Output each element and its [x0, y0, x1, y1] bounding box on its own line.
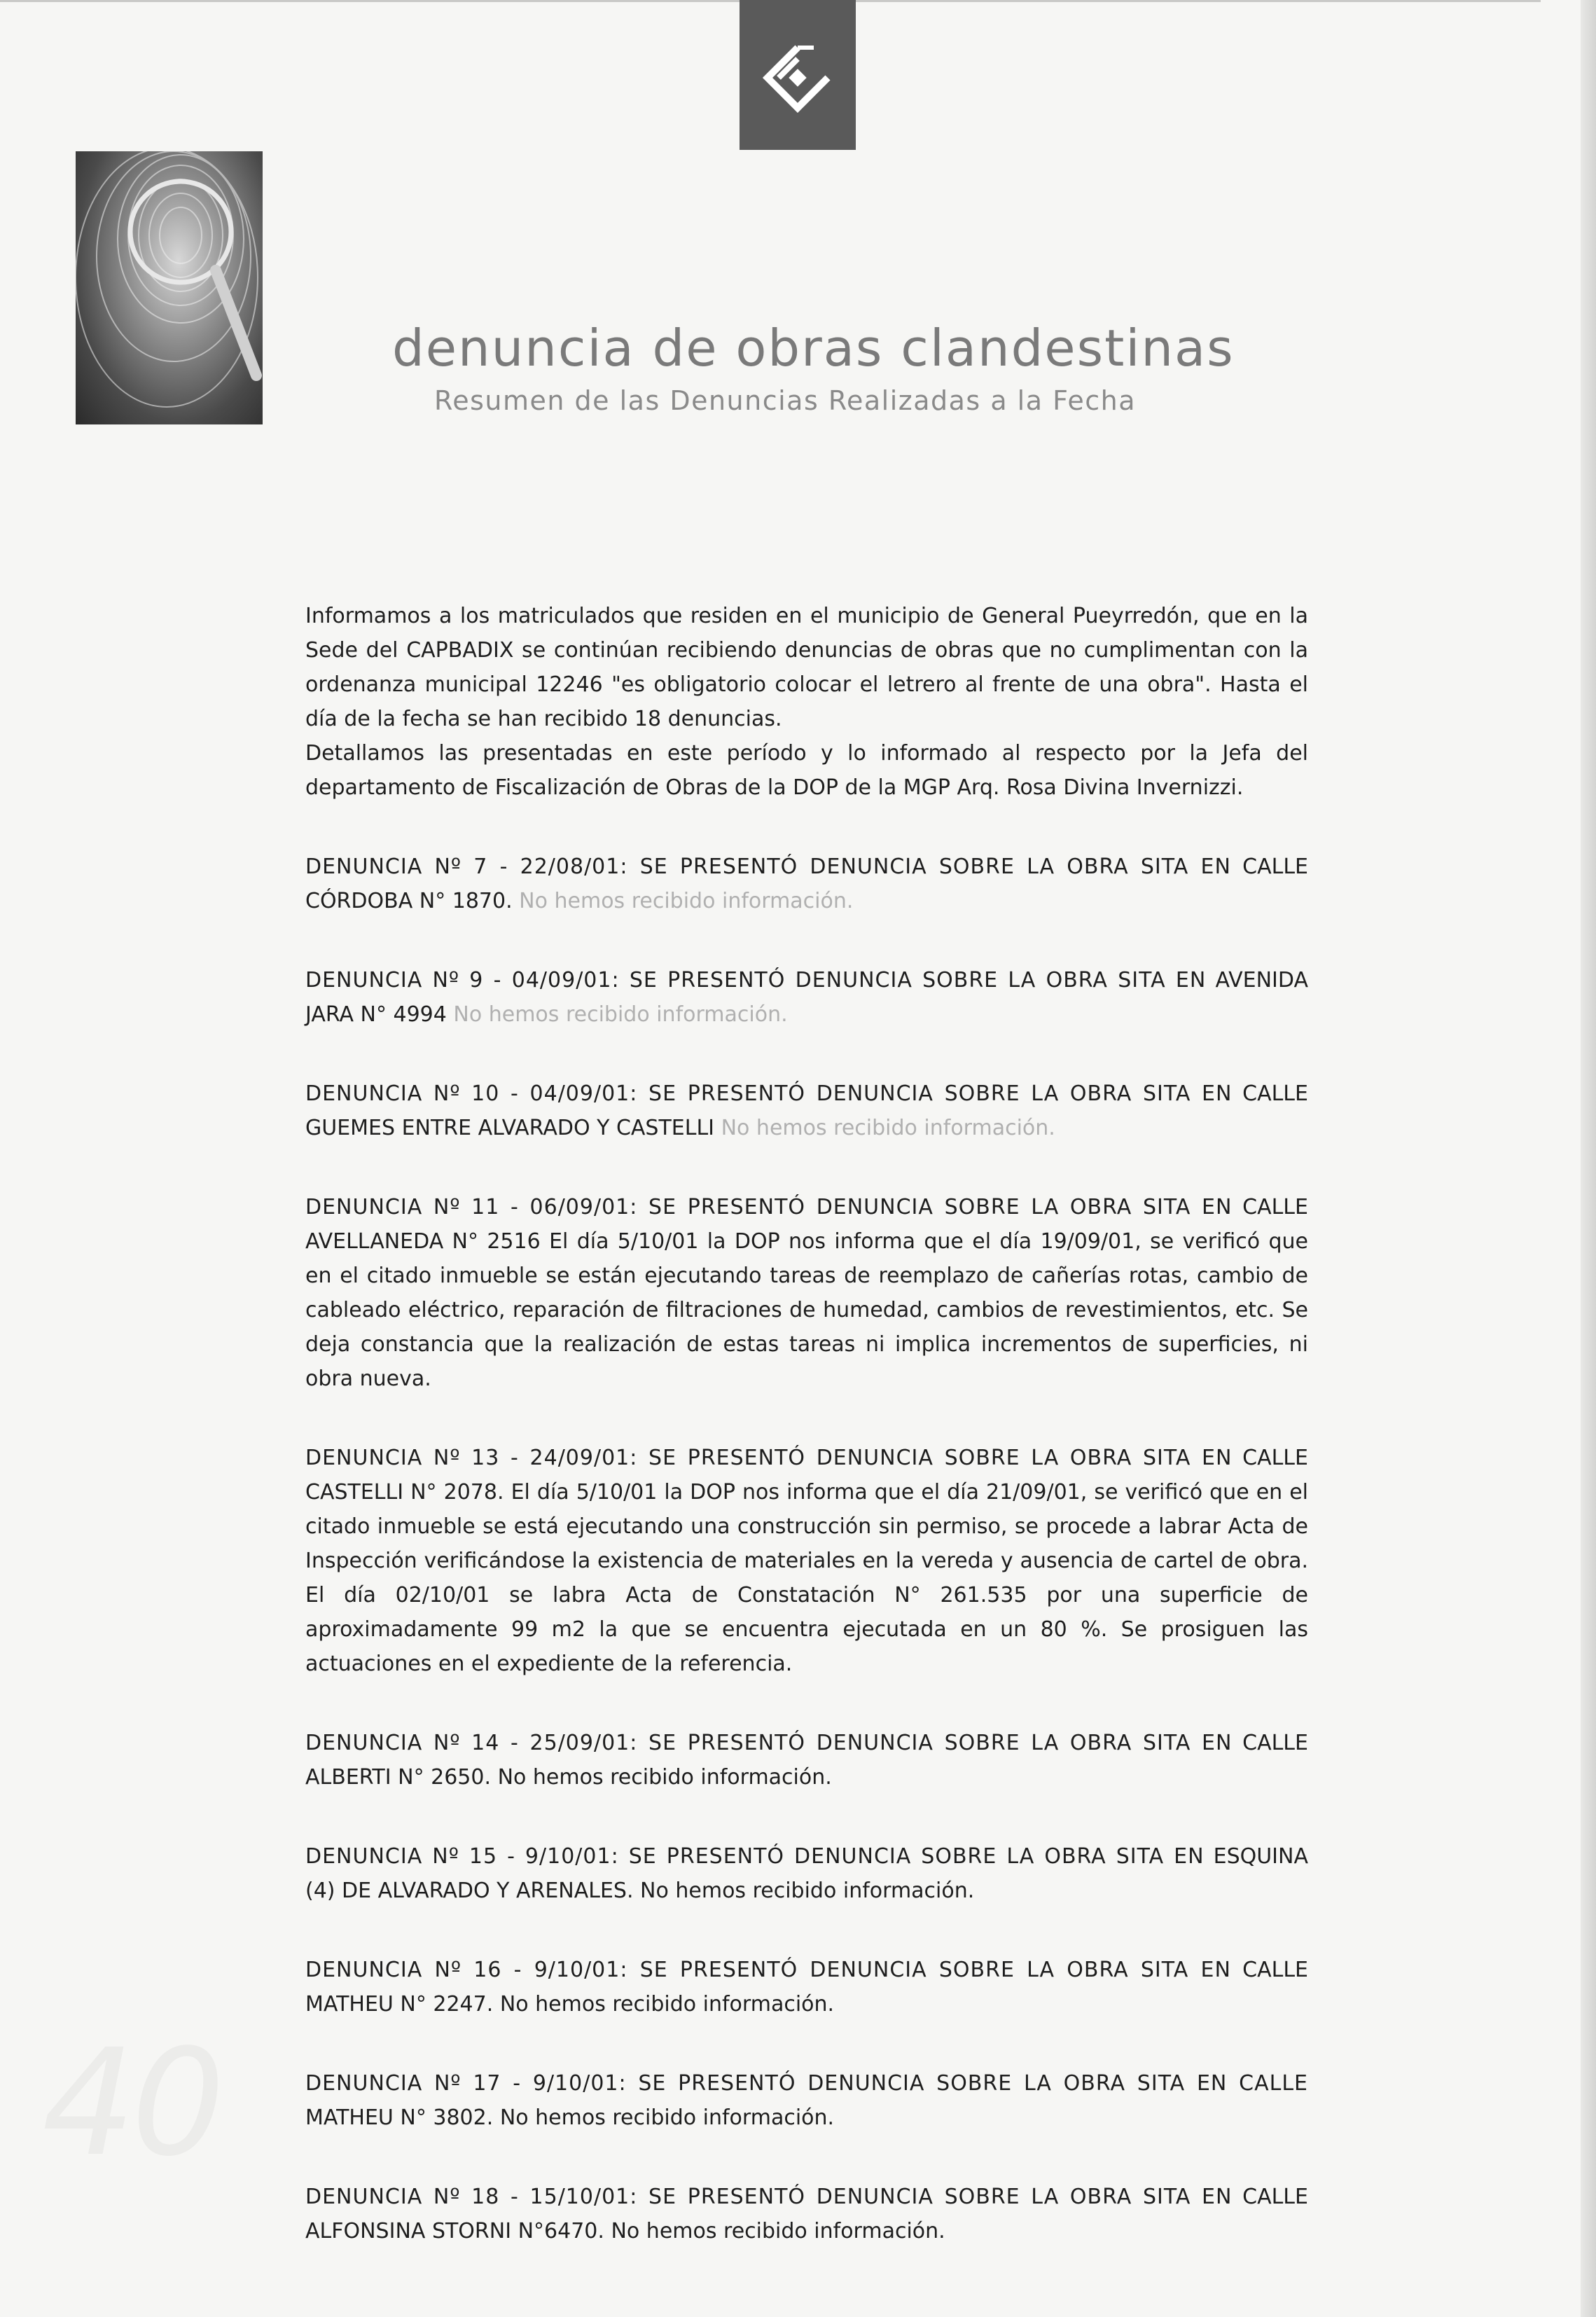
complaint-entry — [305, 1726, 1308, 1794]
fingerprint-magnifier-icon — [76, 151, 263, 424]
complaint-location: CALLE ALFONSINA STORNI N°6470. — [305, 2185, 1308, 2243]
intro-paragraph: Informamos a los matriculados que residen en el municipio de General Pueyrredón, que en la Sede del CAPBADIX se continúan recibiendo denuncias de obras que no cumplimentan con la ordenanza municipal 12246 "es obligatorio colocar el letrero al frente de una obra". Hasta el día de la fecha se han recibido 18 denuncias. — [305, 604, 1308, 731]
complaint-entry — [305, 1077, 1308, 1145]
page-subtitle: Resumen de las Denuncias Realizadas a la Fecha — [434, 385, 1137, 416]
complaint-report: El día 5/10/01 la DOP nos informa que el día 21/09/01, se verificó que en el citado inmueble se está ejecutando una construcción sin permiso, se procede a labrar Acta de Inspección verificándose la existencia de materiales en la vereda y ausencia de cartel de obra. El día 02/10/01 se labra Acta de Constatación N° 261.535 por una superficie de aproximadamente 99 m2 la que se encuentra ejecutada en un 80 %. Se prosiguen las actuaciones en el expediente de la referencia. — [305, 1480, 1309, 1676]
complaint-status: No hemos recibido información. — [640, 1879, 975, 1903]
complaint-heading: DENUNCIA Nº 11 - 06/09/01: SE PRESENTÓ DENUNCIA SOBRE LA OBRA SITA EN — [305, 1195, 1233, 1219]
complaint-entry — [305, 850, 1308, 918]
complaint-heading: DENUNCIA Nº 7 - 22/08/01: SE PRESENTÓ DENUNCIA SOBRE LA OBRA SITA EN — [305, 855, 1231, 879]
complaint-entry — [305, 1190, 1308, 1396]
complaint-location: AVENIDA JARA N° 4994 — [305, 968, 1308, 1027]
complaint-status: No hemos recibido información. — [611, 2219, 945, 2243]
article-body — [305, 599, 1308, 2248]
intro-section — [305, 599, 1308, 805]
logo-badge — [740, 0, 856, 150]
complaint-location: CALLE GUEMES ENTRE ALVARADO Y CASTELLI — [305, 1081, 1308, 1140]
complaint-heading: DENUNCIA Nº 16 - 9/10/01: SE PRESENTÓ DENUNCIA SOBRE LA OBRA SITA EN — [305, 1958, 1231, 1982]
complaint-heading: DENUNCIA Nº 18 - 15/10/01: SE PRESENTÓ DENUNCIA SOBRE LA OBRA SITA EN — [305, 2185, 1233, 2209]
complaint-status: No hemos recibido información. — [453, 1002, 788, 1027]
page-edge-shadow — [1581, 0, 1596, 2317]
complaint-location: CALLE MATHEU N° 2247. — [305, 1958, 1308, 2017]
complaint-heading: DENUNCIA Nº 14 - 25/09/01: SE PRESENTÓ DENUNCIA SOBRE LA OBRA SITA EN — [305, 1731, 1233, 1755]
complaint-heading: DENUNCIA Nº 10 - 04/09/01: SE PRESENTÓ DENUNCIA SOBRE LA OBRA SITA EN — [305, 1081, 1233, 1106]
page-number: 40 — [42, 2017, 221, 2189]
complaint-heading: DENUNCIA Nº 17 - 9/10/01: SE PRESENTÓ DENUNCIA SOBRE LA OBRA SITA EN CALLE — [305, 2071, 1308, 2096]
complaint-location: ESQUINA (4) DE ALVARADO Y ARENALES. — [305, 1844, 1308, 1903]
fingerprint-photo — [76, 151, 263, 424]
page-title: denuncia de obras clandestinas — [392, 319, 1235, 378]
complaint-status: No hemos recibido información. — [497, 1765, 832, 1790]
complaint-location: CALLE CASTELLI N° 2078. — [305, 1446, 1308, 1505]
complaint-entry — [305, 2180, 1308, 2248]
complaint-entry — [305, 1953, 1308, 2021]
logo-mark-icon — [740, 0, 856, 150]
complaint-report: El día 5/10/01 la DOP nos informa que el día 19/09/01, se verificó que en el citado inmueble se están ejecutando tareas de reemplazo de cañerías rotas, cambio de cableado eléctrico, reparación de filtraciones de humedad, cambios de revestimientos, etc. Se deja constancia que la realización de estas tareas ni implica incrementos de superficies, ni obra nueva. — [305, 1229, 1309, 1391]
complaint-status: No hemos recibido información. — [721, 1116, 1055, 1140]
complaint-entry — [305, 1839, 1308, 1908]
complaint-status: No hemos recibido información. — [499, 1992, 835, 2017]
complaint-status: No hemos recibido información. — [499, 2105, 835, 2130]
intro-paragraph: Detallamos las presentadas en este período y lo informado al respecto por la Jefa del departamento de Fiscalización de Obras de la DOP de la MGP Arq. Rosa Divina Invernizzi. — [305, 741, 1308, 800]
complaint-status: No hemos recibido información. — [519, 889, 854, 913]
complaint-entry — [305, 1441, 1308, 1681]
complaint-location: MATHEU N° 3802. — [305, 2105, 494, 2130]
complaint-entry — [305, 963, 1308, 1032]
complaint-location: CALLE CÓRDOBA N° 1870. — [305, 855, 1308, 913]
complaint-heading: DENUNCIA Nº 13 - 24/09/01: SE PRESENTÓ DENUNCIA SOBRE LA OBRA SITA EN — [305, 1446, 1233, 1470]
complaint-heading: DENUNCIA Nº 15 - 9/10/01: SE PRESENTÓ DENUNCIA SOBRE LA OBRA SITA EN — [305, 1844, 1205, 1869]
complaint-location: CALLE AVELLANEDA N° 2516 — [305, 1195, 1308, 1254]
complaint-heading: DENUNCIA Nº 9 - 04/09/01: SE PRESENTÓ DENUNCIA SOBRE LA OBRA SITA EN — [305, 968, 1207, 992]
complaint-location: CALLE ALBERTI N° 2650. — [305, 1731, 1308, 1790]
complaint-entry — [305, 2066, 1308, 2135]
